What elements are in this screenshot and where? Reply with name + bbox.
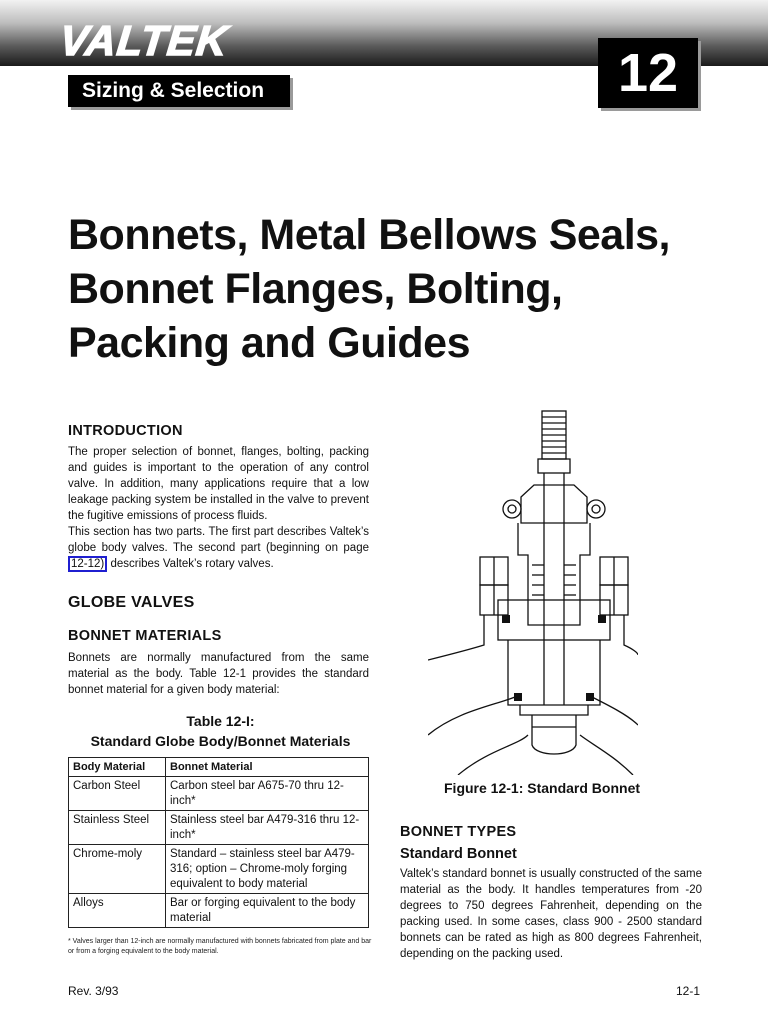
bonnet-materials-heading: BONNET MATERIALS — [68, 628, 222, 644]
bonnet-materials-paragraph: Bonnets are normally manufactured from the same material as the body. Table 12-1 provides the standard bonnet material for a given body material: — [68, 652, 369, 696]
standard-bonnet-heading: Standard Bonnet — [400, 846, 517, 862]
revision-label: Rev. 3/93 — [68, 984, 119, 998]
page-title — [68, 208, 728, 370]
standard-bonnet-figure — [428, 405, 638, 775]
title-line: Packing and Guides — [68, 319, 470, 367]
table-row — [69, 894, 369, 928]
table-row — [69, 811, 369, 845]
table-row — [69, 845, 369, 894]
title-line: Bonnet Flanges, Bolting, — [68, 265, 563, 313]
table-cell: Chrome-moly — [69, 845, 166, 894]
table-caption-line-2: Standard Globe Body/Bonnet Materials — [90, 733, 351, 749]
intro-paragraph-2 — [68, 524, 369, 572]
column-header-body-material: Body Material — [69, 758, 166, 777]
table-cell: Bar or forging equivalent to the body material — [166, 894, 369, 928]
table-cell: Alloys — [69, 894, 166, 928]
table-cell: Carbon steel bar A675-70 thru 12-inch* — [166, 777, 369, 811]
page-link-12-12[interactable]: 12-12) — [68, 556, 107, 572]
intro-text-before-link: This section has two parts. The first part describes Valtek’s globe body valves. The second part (beginning on page — [68, 526, 369, 554]
table-footnote: * Valves larger than 12-inch are normally manufactured with bonnets fabricated from plate and bar or from a forging equivalent to the body material. — [68, 938, 372, 955]
table-cell: Standard – stainless steel bar A479-316; option – Chrome-moly forging equivalent to body material — [166, 845, 369, 894]
globe-valves-heading: GLOBE VALVES — [68, 594, 195, 611]
bonnet-types-heading: BONNET TYPES — [400, 824, 517, 840]
chapter-number: 12 — [598, 38, 698, 108]
table-header-row — [69, 758, 369, 777]
table-cell: Stainless Steel — [69, 811, 166, 845]
valtek-logo: VALTEK — [57, 17, 231, 64]
figure-caption: Figure 12-1: Standard Bonnet — [444, 780, 641, 796]
section-label: Sizing & Selection — [68, 75, 290, 107]
materials-table — [68, 757, 369, 928]
table-caption-line-1: Table 12-I: — [186, 713, 255, 729]
table-row — [69, 777, 369, 811]
intro-paragraph-1: The proper selection of bonnet, flanges, bolting, packing and guides is important to the operation of any control valve. In addition, many applications require that a low leakage packing system be installed in the valve to prevent the fugitive emissions of process fluids. — [68, 446, 369, 522]
introduction-heading: INTRODUCTION — [68, 423, 183, 439]
column-header-bonnet-material: Bonnet Material — [166, 758, 369, 777]
intro-text-after-link: describes Valtek’s rotary valves. — [107, 558, 274, 570]
page-number: 12-1 — [676, 984, 701, 998]
title-line: Bonnets, Metal Bellows Seals, — [68, 211, 671, 259]
standard-bonnet-paragraph: Valtek’s standard bonnet is usually constructed of the same material as the body. It handles temperatures from -20 degrees to 750 degrees Fahrenheit, depending on the packing used. In some cases, class 900 - 2500 standard bonnets can be rated as high as 800 degrees Fahrenheit, depending on the packing used. — [400, 868, 702, 960]
table-cell: Stainless steel bar A479-316 thru 12-inch* — [166, 811, 369, 845]
table-caption — [68, 711, 373, 751]
table-cell: Carbon Steel — [69, 777, 166, 811]
